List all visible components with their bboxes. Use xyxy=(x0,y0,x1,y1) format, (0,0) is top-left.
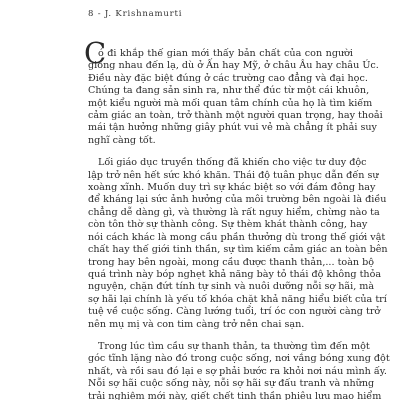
paragraph-gap xyxy=(88,147,353,157)
paragraph-line: góc tĩnh lặng nào đó trong cuộc sống, nơi vắng bóng xung đột xyxy=(88,353,390,365)
paragraph-2 xyxy=(88,157,388,331)
running-head: 8 - J. Krishnamurti xyxy=(88,9,183,19)
paragraph-line: nhất, và rồi sau đó lại e sợ phải bước ra khỏi nơi náu mình ấy. xyxy=(88,365,387,377)
paragraph-line: Nỗi sợ hãi cuộc sống này, nỗi sợ hãi sự đấu tranh và những xyxy=(88,378,375,390)
paragraph-line: để kháng lại sức ảnh hưởng của môi trường bên ngoài là điều xyxy=(88,194,387,206)
paragraph-line: nguyện, chặn đứt tính tự sinh và nuôi dưỡng nỗi sợ hãi, mà xyxy=(88,281,375,293)
paragraph-line: cảm giác an toàn, trở thành một người quan trọng, hay thoải xyxy=(88,110,383,122)
body-text xyxy=(84,36,390,400)
paragraph-line: trải nghiệm mới này, giết chết tinh thần phiêu lưu mạo hiểm xyxy=(88,390,382,400)
paragraph-line: Trong lúc tìm cầu sự thanh thản, ta thường tìm đến một xyxy=(98,340,370,352)
drop-cap: C xyxy=(84,36,107,70)
paragraph-line: lập trở nên hết sức khó khăn. Thái độ tuân phục dẫn đến sự xyxy=(88,169,379,181)
paragraph-line: sợ hãi lại chính là yếu tố khóa chặt khả năng hiểu biết của trí xyxy=(88,293,387,305)
paragraph-line: Chúng ta đang sản sinh ra, như thể đúc từ một cái khuôn, xyxy=(88,85,370,97)
paragraph-line: xoàng xĩnh. Muốn duy trì sự khác biệt so với đám đông hay xyxy=(88,182,376,194)
paragraph-line: tuệ về cuộc sống. Càng lướng tuổi, trí óc con người càng trở xyxy=(88,306,381,318)
paragraph-3 xyxy=(88,340,390,400)
paragraph-line: nghĩ càng tốt. xyxy=(88,134,156,146)
paragraph-line: nên mụ mị và con tim càng trở nên chai sạn. xyxy=(88,318,305,330)
paragraph-line: mái tận hưởng những giây phút vui vẻ mà chẳng ít phải suy xyxy=(88,122,377,134)
paragraph-line: nói cách khác là mong cầu phần thưởng dù trong thế giới vật xyxy=(88,231,386,243)
paragraph-line: quá trình này bóp nghẹt khả năng bày tỏ thái độ không thỏa xyxy=(88,268,382,280)
paragraph-1 xyxy=(84,36,383,147)
paragraph-line: Điều này đặc biệt đúng ở các trường cao đẳng và đại học. xyxy=(88,72,368,84)
paragraph-gap xyxy=(88,331,353,341)
paragraph-line-text: ó đi khắp thế gian mới thấy bản chất của con người xyxy=(98,48,353,59)
paragraph-line: giống nhau đến lạ, dù ở Ấn hay Mỹ, ở châu Âu hay châu Úc. xyxy=(88,60,379,72)
paragraph-line: chất hay thế giới tinh thần, sự tìm kiếm cảm giác an toàn bên xyxy=(88,244,388,256)
paragraph-line: trong hay bên ngoài, mong cầu được thanh thản,... toàn bộ xyxy=(88,256,375,268)
paragraph-line: Lối giáo dục truyền thống đã khiến cho việc tư duy độc xyxy=(98,157,367,169)
paragraph-line: chẳng dễ dàng gì, và thường là rất nguy hiểm, chừng nào ta xyxy=(88,206,380,218)
paragraph-line: còn tôn thờ sự thành công. Sự thèm khát thành công, hay xyxy=(88,219,368,231)
paragraph-line: một kiểu người mà mối quan tâm chính của họ là tìm kiếm xyxy=(88,97,373,109)
